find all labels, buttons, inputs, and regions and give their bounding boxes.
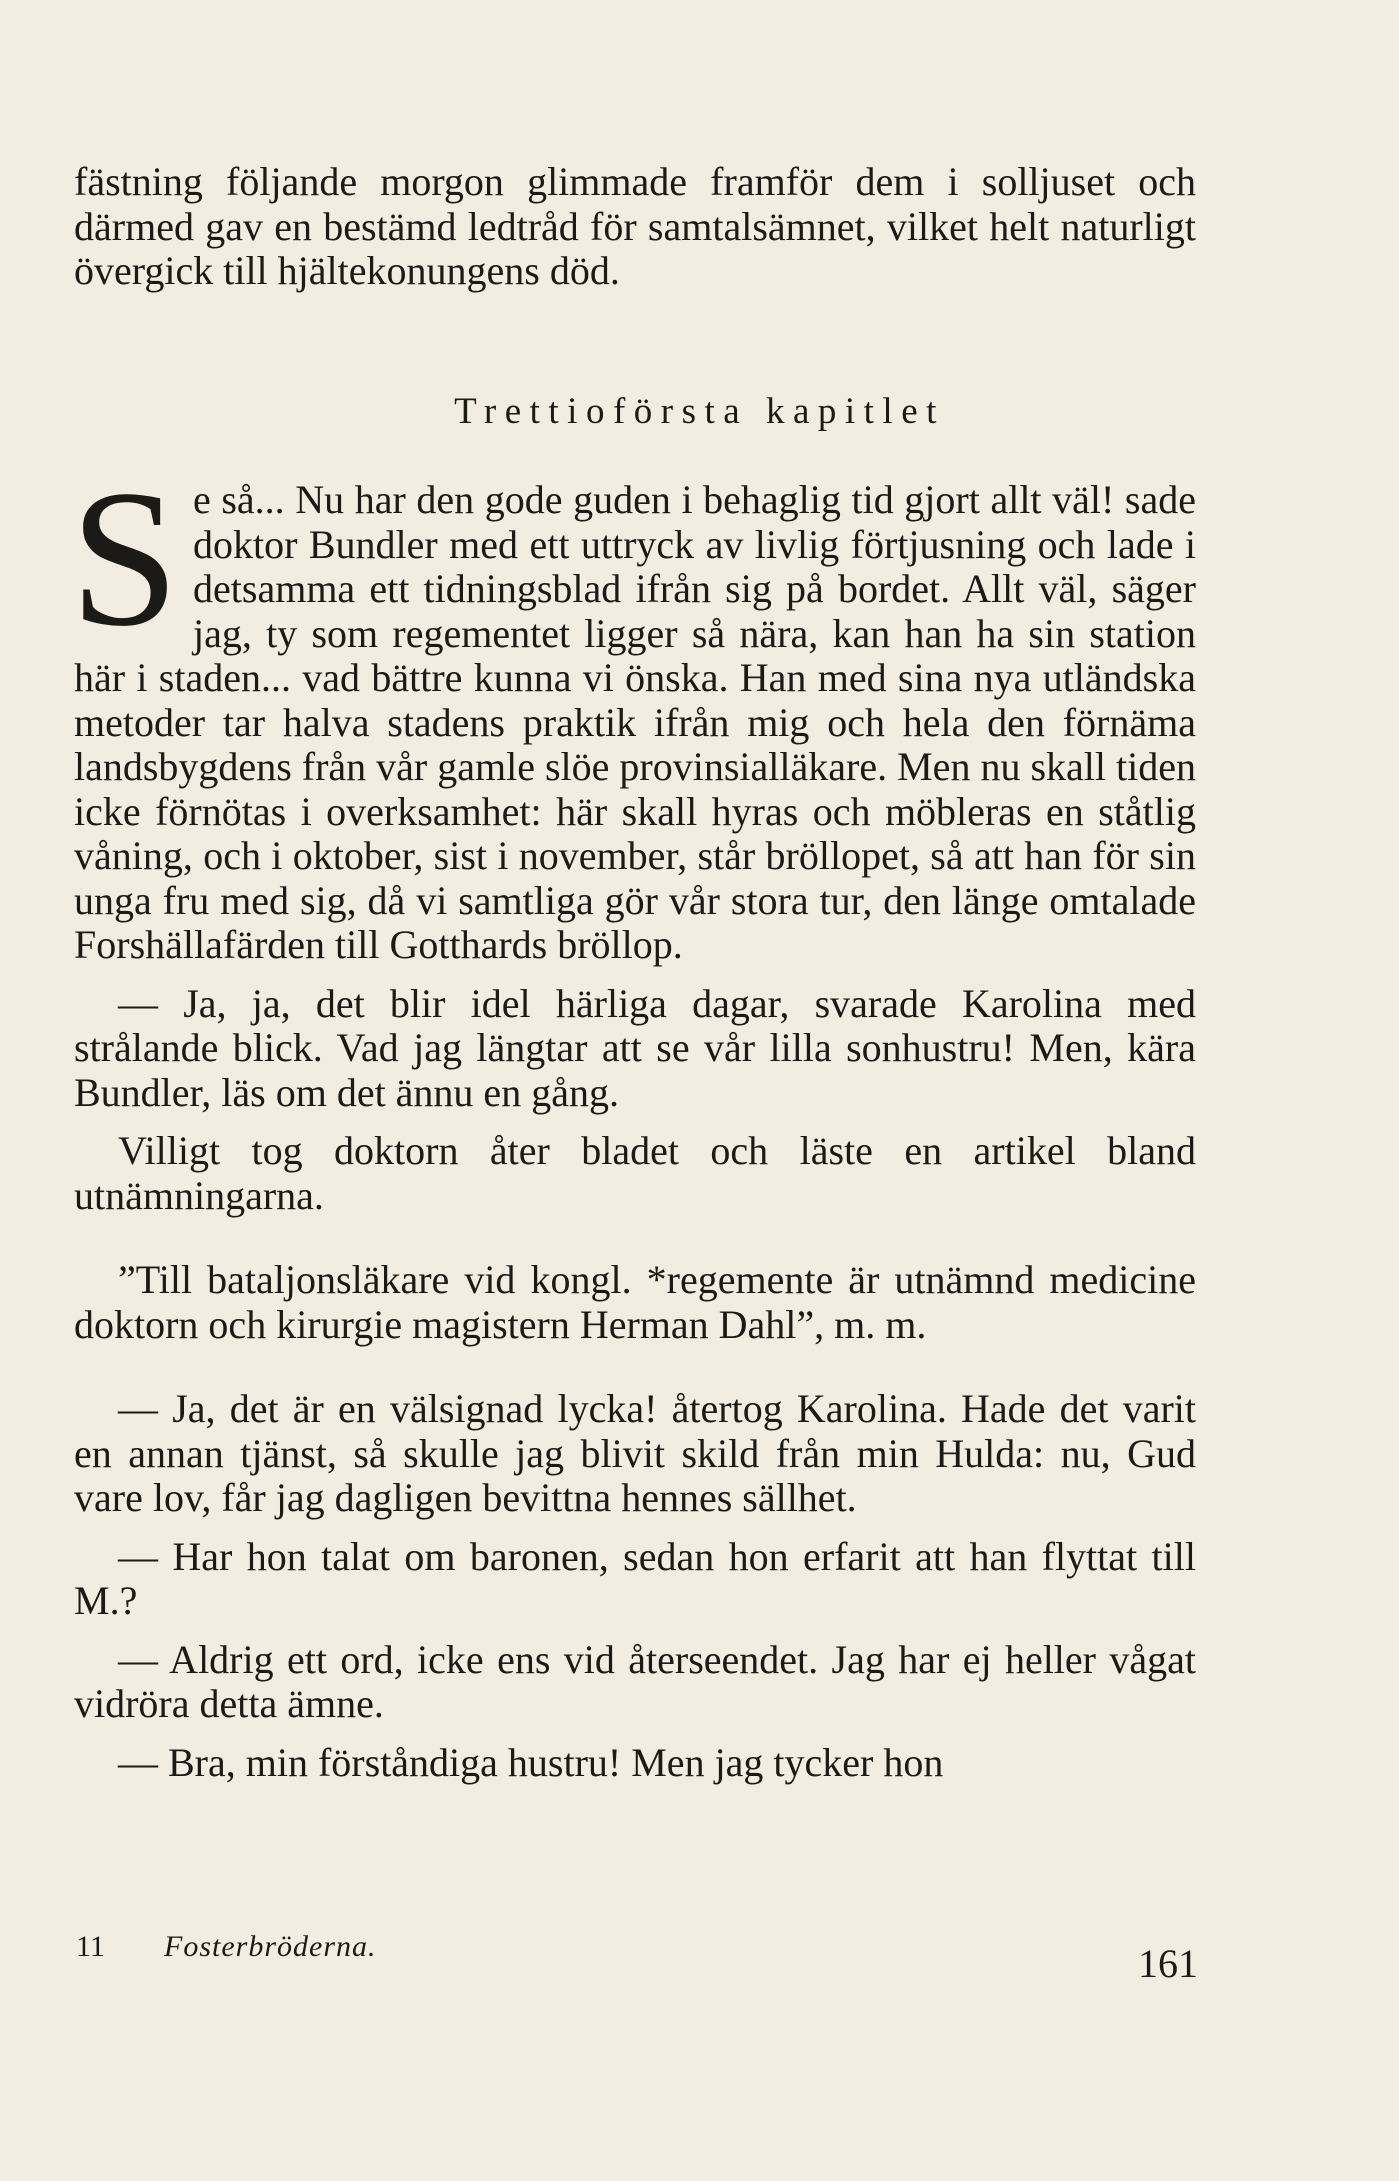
chapter-first-paragraph bbox=[70, 450, 1196, 968]
dialogue-paragraph: — Ja, ja, det blir idel härliga dagar, svarade Karolina med strålande blick. Vad jag längtar att se vår lilla sonhustru! Men, kära Bundler, läs om det ännu en gång. bbox=[74, 980, 1196, 1115]
dialogue-paragraph: — Ja, det är en välsignad lycka! återtog Karolina. Hade det varit en annan tjänst, så skulle jag blivit skild från min Hulda: nu, Gud vare lov, får jag dagligen bevittna hennes sällhet. bbox=[74, 1386, 1196, 1520]
page-number: 161 bbox=[1138, 1941, 1198, 1986]
chapter-heading: Trettioförsta kapitlet bbox=[454, 391, 945, 432]
signature-number: 11 bbox=[76, 1930, 105, 1963]
first-paragraph-text: e så... Nu har den gode guden i behaglig tid gjort allt väl! sade doktor Bundler med ett uttryck av livlig förtjusning och lade i detsamma ett tidningsblad ifrån sig på bordet. Allt väl, säger jag, ty som regementet ligger så nära, kan han ha sin station här i staden... vad bättre kunna vi önska. Han med sina nya utländska metoder tar halva stadens praktik ifrån mig och hela den förnäma landsbygdens från vår gamle slöe provinsialläkare. Men nu skall tiden icke förnötas i overksamhet: här skall hyras och möbleras en ståtlig våning, och i oktober, sist i november, står bröllopet, så att han för sin unga fru med sig, då vi samtliga gör vår stora tur, den länge omtalade Forshällafärden till Gotthards bröllop. bbox=[74, 477, 1196, 967]
opening-text bbox=[74, 160, 1196, 294]
signature-title: Fosterbröderna. bbox=[164, 1930, 377, 1963]
narration-paragraph: Villigt tog doktorn åter bladet och läste en artikel bland utnämningarna. bbox=[74, 1128, 1196, 1218]
quoted-announcement: ”Till bataljonsläkare vid kongl. *regemente är utnämnd medicine doktorn och kirurgie magistern Herman Dahl”, m. m. bbox=[74, 1257, 1196, 1347]
dialogue-paragraph: — Aldrig ett ord, icke ens vid återseendet. Jag har ej heller vågat vidröra detta ämne. bbox=[74, 1636, 1196, 1726]
dialogue-paragraph: — Bra, min förståndiga hustru! Men jag tycker hon bbox=[118, 1739, 944, 1785]
page-footer bbox=[76, 1922, 1198, 1986]
chapter-body bbox=[70, 450, 1196, 1785]
drop-cap: S bbox=[70, 450, 180, 667]
dialogue-paragraph: — Har hon talat om baronen, sedan hon erfarit att han flyttat till M.? bbox=[74, 1533, 1196, 1623]
opening-paragraph: fästning följande morgon glimmade framför dem i solljuset och därmed gav en bestämd ledtråd för samtalsämnet, vilket helt naturligt övergick till hjältekonungens död. bbox=[74, 159, 1196, 293]
